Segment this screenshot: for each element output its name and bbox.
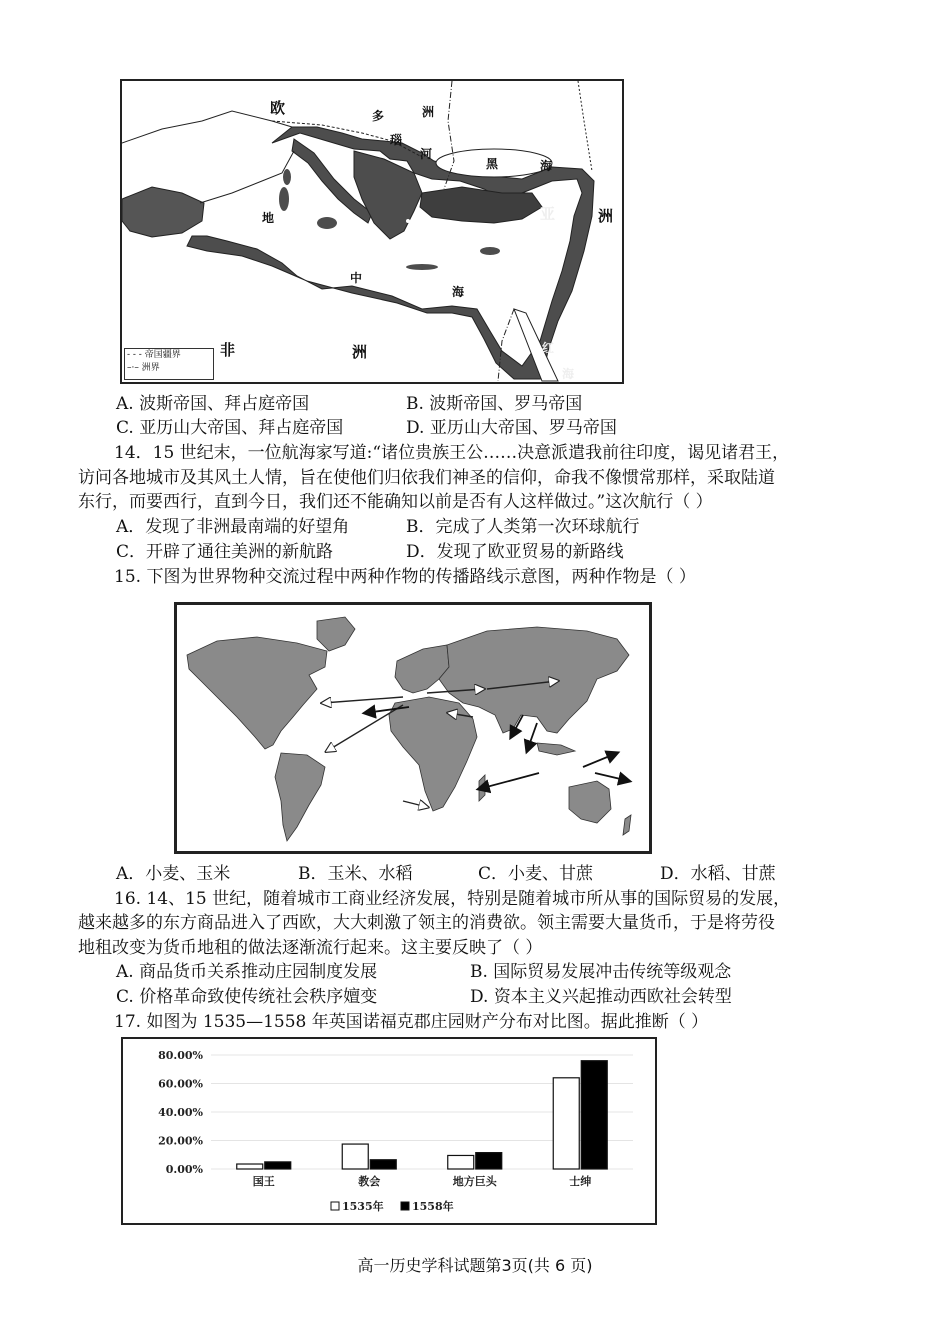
route-to-south-africa — [403, 801, 427, 807]
label-danube-2: 河 — [420, 147, 433, 161]
q17-stem: 17. 如图为 1535—1558 年英国诺福克郡庄园财产分布对比图。据此推断（ ） — [114, 1012, 709, 1032]
q14-option-d[interactable]: D．发现了欧亚贸易的新路线 — [406, 542, 624, 562]
legend-border: - - - 帝国疆界 — [127, 350, 181, 360]
map-mediterranean — [120, 79, 624, 384]
y-tick-label: 80.00% — [158, 1049, 203, 1062]
q14-option-b[interactable]: B．完成了人类第一次环球航行 — [406, 517, 640, 537]
corsica — [283, 169, 291, 185]
bar-1535年-士绅 — [553, 1078, 579, 1169]
y-tick-label: 40.00% — [158, 1106, 203, 1119]
mediterranean-map-drawing — [122, 81, 622, 382]
north-america — [187, 637, 327, 749]
q16-option-a[interactable]: A. 商品货币关系推动庄园制度发展 — [116, 962, 378, 982]
q13-option-b[interactable]: B. 波斯帝国、罗马帝国 — [406, 394, 583, 414]
x-tick-label: 士绅 — [569, 1175, 592, 1188]
q13-option-c[interactable]: C. 亚历山大帝国、拜占庭帝国 — [116, 418, 344, 438]
bar-1558年-教会 — [370, 1160, 396, 1169]
route-black-2 — [527, 723, 537, 751]
y-tick-label: 0.00% — [165, 1163, 203, 1176]
legend-swatch — [401, 1202, 409, 1210]
q14-stem-line-3: 东行，而要西行，直到今日，我们还不能确知以前是否有人这样做过。”这次航行（ ） — [78, 492, 713, 512]
new-zealand — [623, 815, 631, 835]
bar-1558年-地方巨头 — [476, 1153, 502, 1169]
africa — [389, 697, 477, 811]
label-africa-2: 洲 — [352, 343, 368, 361]
route-black-4 — [583, 753, 617, 767]
q14-option-c[interactable]: C．开辟了通往美洲的新航路 — [116, 542, 334, 562]
q15-option-a[interactable]: A．小麦、玉米 — [116, 864, 231, 884]
q14-stem-line-2: 访问各地城市及其风土人情，旨在使他们归依我们神圣的信仰，命我不像惯常那样，采取陆道 — [78, 468, 775, 488]
label-black-sea-2: 海 — [540, 159, 553, 173]
aegean-islands — [406, 219, 434, 243]
eastern-boundary — [578, 81, 592, 171]
label-black-sea-1: 黑 — [486, 157, 499, 171]
q14-option-a[interactable]: A．发现了非洲最南端的好望角 — [116, 517, 350, 537]
q13-option-a[interactable]: A. 波斯帝国、拜占庭帝国 — [116, 394, 310, 414]
page-footer: 高一历史学科试题第3页(共 6 页) — [357, 1256, 593, 1275]
y-tick-label: 60.00% — [158, 1077, 203, 1091]
route-black-3 — [479, 773, 539, 789]
q16-option-d[interactable]: D. 资本主义兴起推动西欧社会转型 — [470, 987, 732, 1007]
label-med-3: 海 — [452, 285, 465, 299]
q16-option-b[interactable]: B. 国际贸易发展冲击传统等级观念 — [470, 962, 732, 982]
south-america — [275, 753, 325, 841]
chart-norfolk-manors — [121, 1037, 657, 1225]
label-med-2: 中 — [350, 271, 363, 285]
q16-option-c[interactable]: C. 价格革命致使传统社会秩序嬗变 — [116, 987, 378, 1007]
europe — [395, 645, 449, 693]
sardinia — [279, 187, 289, 211]
bar-chart — [123, 1039, 655, 1223]
label-europe-1: 欧 — [270, 99, 286, 117]
q13-option-d[interactable]: D. 亚历山大帝国、罗马帝国 — [406, 418, 617, 438]
map-legend — [124, 348, 214, 380]
coastline-europe — [122, 111, 292, 143]
label-europe-2: 多 — [372, 109, 385, 123]
cyprus — [480, 247, 500, 255]
x-tick-label: 国王 — [252, 1175, 275, 1188]
label-africa-1: 非 — [220, 341, 236, 359]
australia — [569, 781, 611, 823]
q15-option-b[interactable]: B．玉米、水稻 — [298, 864, 413, 884]
q16-stem-line-3: 地租改变为货币地租的做法逐渐流行起来。这主要反映了（ ） — [78, 938, 543, 958]
route-europe-to-america — [323, 697, 403, 703]
q16-stem-line-2: 越来越多的东方商品进入了西欧，大大刺激了领主的消费欲。领主需要大量货币，于是将劳役 — [78, 913, 775, 933]
q15-option-c[interactable]: C．小麦、甘蔗 — [478, 864, 594, 884]
legend-continent: –·– 洲界 — [127, 363, 160, 373]
label-asia-1: 亚 — [540, 205, 556, 223]
y-tick-label: 20.00% — [158, 1134, 203, 1148]
label-asia-2: 洲 — [598, 207, 614, 225]
q16-stem-line-1: 16. 14、15 世纪，随着城市工商业经济发展，特别是随着城市所从事的国际贸易的发展， — [114, 889, 791, 909]
q15-stem: 15. 下图为世界物种交流过程中两种作物的传播路线示意图，两种作物是（ ） — [114, 567, 696, 587]
bar-1535年-地方巨头 — [448, 1155, 474, 1169]
sicily — [317, 217, 337, 229]
crete — [406, 264, 438, 270]
empire-iberia — [122, 187, 204, 237]
x-tick-label: 教会 — [358, 1175, 381, 1188]
legend-label: 1558年 — [412, 1200, 454, 1213]
legend-swatch — [331, 1202, 339, 1210]
indonesia — [537, 743, 575, 755]
bar-1535年-国王 — [237, 1164, 263, 1169]
label-danube-1: 瑙 — [390, 133, 403, 147]
label-red-sea-2: 海 — [562, 367, 575, 381]
q15-option-d[interactable]: D．水稻、甘蔗 — [660, 864, 776, 884]
label-europe-3: 洲 — [422, 105, 435, 119]
label-red-sea-1: 红 — [542, 341, 555, 355]
label-med-1: 地 — [262, 211, 275, 225]
continent-boundary — [444, 81, 514, 381]
route-black-5 — [595, 773, 629, 781]
bar-1558年-国王 — [265, 1162, 291, 1169]
map-world-crops — [174, 602, 652, 854]
x-tick-label: 地方巨头 — [452, 1175, 497, 1188]
world-map-drawing — [177, 605, 649, 851]
q14-stem-line-1: 14．15 世纪末，一位航海家写道:“诸位贵族王公……决意派遣我前往印度，谒见诸君王， — [114, 443, 790, 463]
legend-label: 1535年 — [342, 1200, 384, 1213]
greenland — [317, 617, 355, 651]
bar-1558年-士绅 — [581, 1061, 607, 1169]
bar-1535年-教会 — [342, 1144, 368, 1169]
